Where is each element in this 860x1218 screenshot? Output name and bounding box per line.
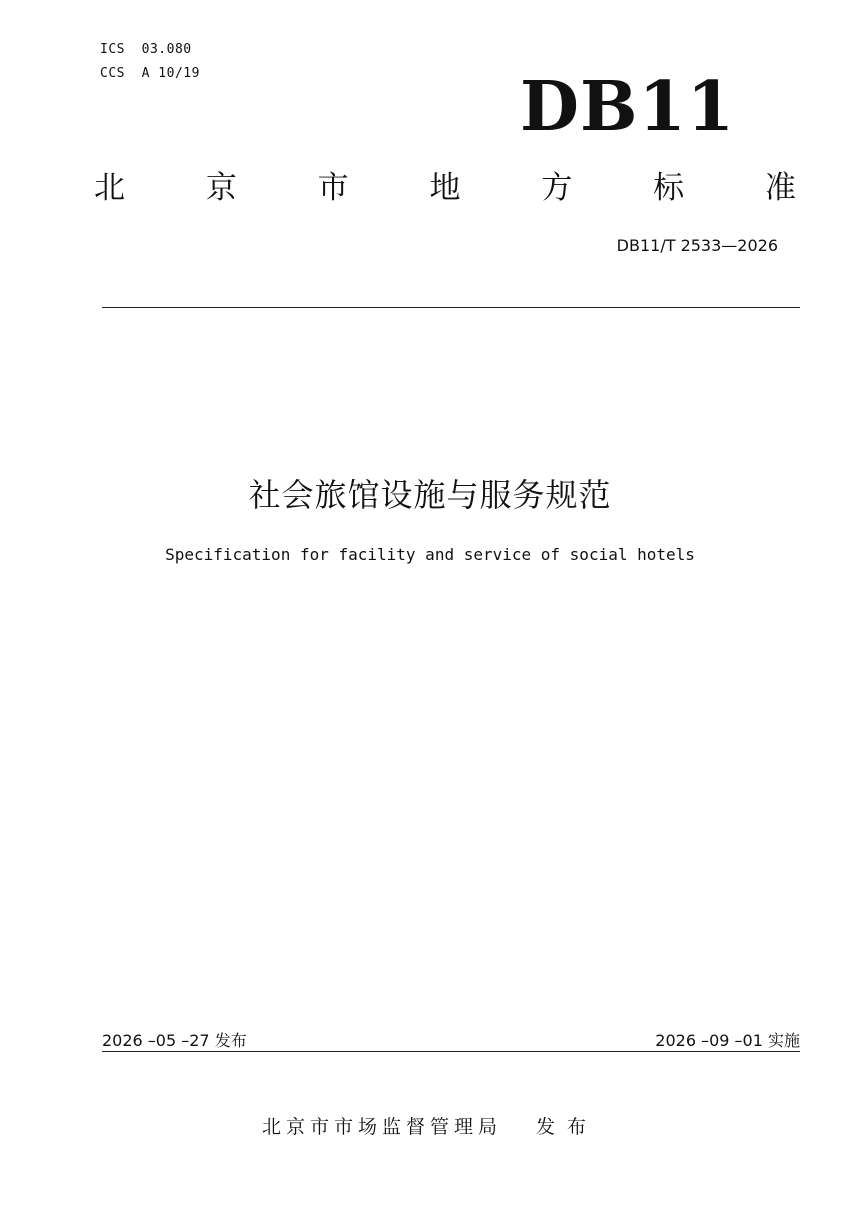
release-date: 2026 –05 –27 发布 — [102, 1031, 247, 1050]
document-title-chinese: 社会旅馆设施与服务规范 — [248, 476, 612, 514]
heading-char: 标 — [653, 170, 685, 206]
heading-char: 方 — [541, 170, 573, 206]
issuer-line — [0, 1112, 860, 1139]
ics-code: ICS 03.080 — [100, 42, 192, 57]
heading-char: 准 — [764, 170, 796, 206]
implementation-date: 2026 –09 –01 实施 — [655, 1031, 800, 1050]
local-standard-heading — [94, 166, 796, 210]
standard-number: DB11/T 2533—2026 — [616, 236, 778, 255]
issue-label: 发布 — [536, 1116, 599, 1138]
ccs-code: CCS A 10/19 — [100, 66, 200, 81]
bottom-divider — [102, 1051, 800, 1052]
db11-logo: DB11 — [520, 67, 736, 147]
issuer-name: 北京市市场监督管理局 — [261, 1116, 502, 1138]
heading-char: 北 — [94, 170, 125, 206]
heading-char: 地 — [429, 170, 461, 206]
heading-char: 京 — [205, 170, 237, 206]
top-divider — [102, 307, 800, 308]
heading-char: 市 — [317, 170, 349, 206]
document-title-english: Specification for facility and service of social hotels — [165, 545, 695, 564]
